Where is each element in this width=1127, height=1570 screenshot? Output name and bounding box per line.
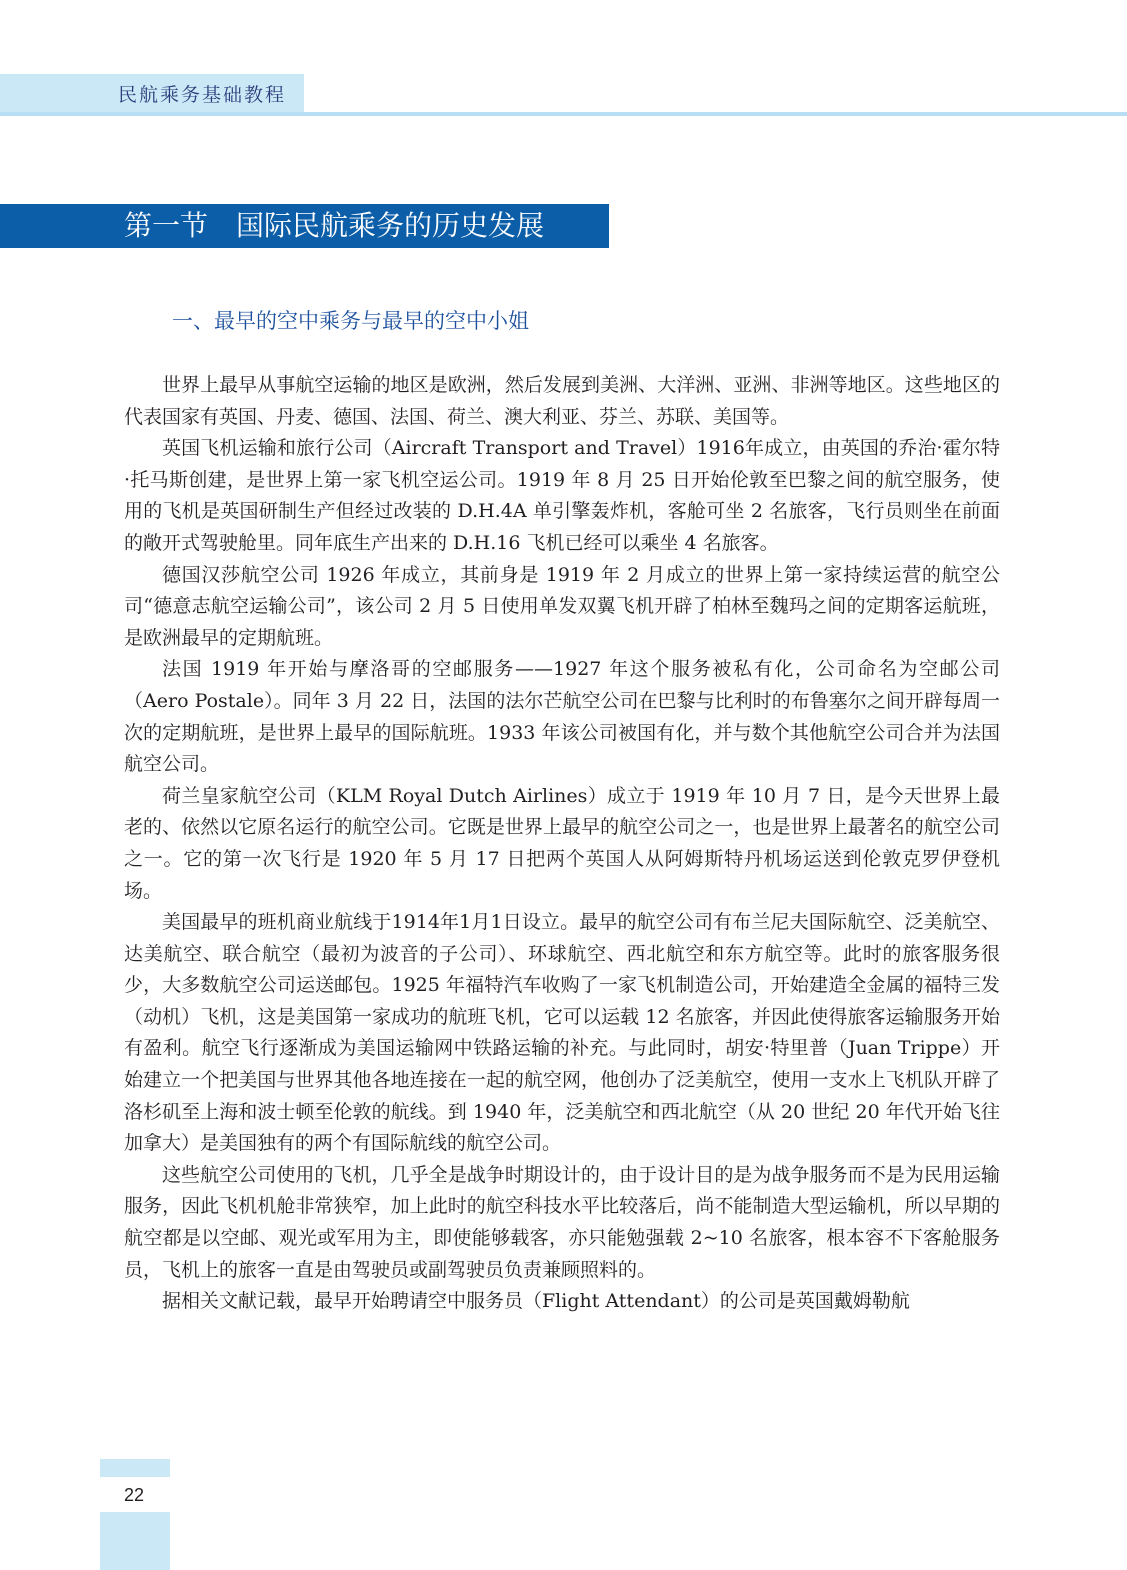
page-number: 22 <box>124 1485 145 1505</box>
page-number-band-top <box>100 1459 170 1477</box>
paragraph: 据相关文献记载，最早开始聘请空中服务员（Flight Attendant）的公司是英国戴姆勒航 <box>162 1290 910 1313</box>
paragraph: 美国最早的班机商业航线于1914年1月1日设立。最早的航空公司有布兰尼夫国际航空、泛美航空、达美航空、联合航空（最初为波音的子公司）、环球航空、西北航空和东方航空等。此时的旅客服务很少，大多数航空公司运送邮包。1925 年福特汽车收购了一家飞机制造公司，开始建造全金属的福特三发（动机）飞机，这是美国第一家成功的航班飞机，它可以运载 12 名旅客，并因此使得旅客运输服务开始有盈利。航空飞行逐渐成为美国运输网中铁路运输的补充。与此同时，胡安·特里普（Juan Trippe）开始建立一个把美国与世界其他各地连接在一起的航空网，他创办了泛美航空，使用一支水上飞机队开辟了洛杉矶至上海和波士顿至伦敦的航线。到 1940 年，泛美航空和西北航空（从 20 世纪 20 年代开始飞往加拿大）是美国独有的两个有国际航线的航空公司。 <box>124 911 1000 1155</box>
paragraph: 这些航空公司使用的飞机，几乎全是战争时期设计的，由于设计目的是为战争服务而不是为民用运输服务，因此飞机机舱非常狭窄，加上此时的航空科技水平比较落后，尚不能制造大型运输机，所以早期的航空都是以空邮、观光或军用为主，即使能够载客，亦只能勉强载 2~10 名旅客，根本容不下客舱服务员，飞机上的旅客一直是由驾驶员或副驾驶员负责兼顾照料的。 <box>124 1163 1000 1281</box>
subheading: 一、最早的空中乘务与最早的空中小姐 <box>172 309 529 333</box>
paragraph: 德国汉莎航空公司 1926 年成立，其前身是 1919 年 2 月成立的世界上第一家持续运营的航空公司“德意志航空运输公司”，该公司 2 月 5 日使用单发双翼飞机开辟了柏林至魏玛之间的定期客运航班，是欧洲最早的定期航班。 <box>124 563 1000 649</box>
paragraph: 法国 1919 年开始与摩洛哥的空邮服务——1927 年这个服务被私有化，公司命名为空邮公司（Aero Postale）。同年 3 月 22 日，法国的法尔芒航空公司在巴黎与比利时的布鲁塞尔之间开辟每周一次的定期航班，是世界上最早的国际航班。1933 年该公司被国有化，并与数个其他航空公司合并为法国航空公司。 <box>124 658 1000 776</box>
paragraph: 荷兰皇家航空公司（KLM Royal Dutch Airlines）成立于 1919 年 10 月 7 日，是今天世界上最老的、依然以它原名运行的航空公司。它既是世界上最早的航空公司之一，也是世界上最著名的航空公司之一。它的第一次飞行是 1920 年 5 月 17 日把两个英国人从阿姆斯特丹机场运送到伦敦克罗伊登机场。 <box>124 784 1000 902</box>
header-divider <box>0 112 1127 116</box>
body-text <box>124 370 1000 1318</box>
paragraph: 英国飞机运输和旅行公司（Aircraft Transport and Travel）1916年成立，由英国的乔治·霍尔特·托马斯创建，是世界上第一家飞机空运公司。1919 年 8 月 25 日开始伦敦至巴黎之间的航空服务，使用的飞机是英国研制生产但经过改装的 D.H.4A 单引擎轰炸机，客舱可坐 2 名旅客，飞行员则坐在前面的敞开式驾驶舱里。同年底生产出来的 D.H.16 飞机已经可以乘坐 4 名旅客。 <box>124 437 1000 554</box>
section-title: 第一节 国际民航乘务的历史发展 <box>124 209 545 242</box>
running-header-title: 民航乘务基础教程 <box>118 84 287 106</box>
page-number-band-bottom <box>100 1512 170 1570</box>
paragraph: 世界上最早从事航空运输的地区是欧洲，然后发展到美洲、大洋洲、亚洲、非洲等地区。这些地区的代表国家有英国、丹麦、德国、法国、荷兰、澳大利亚、芬兰、苏联、美国等。 <box>124 374 1000 428</box>
